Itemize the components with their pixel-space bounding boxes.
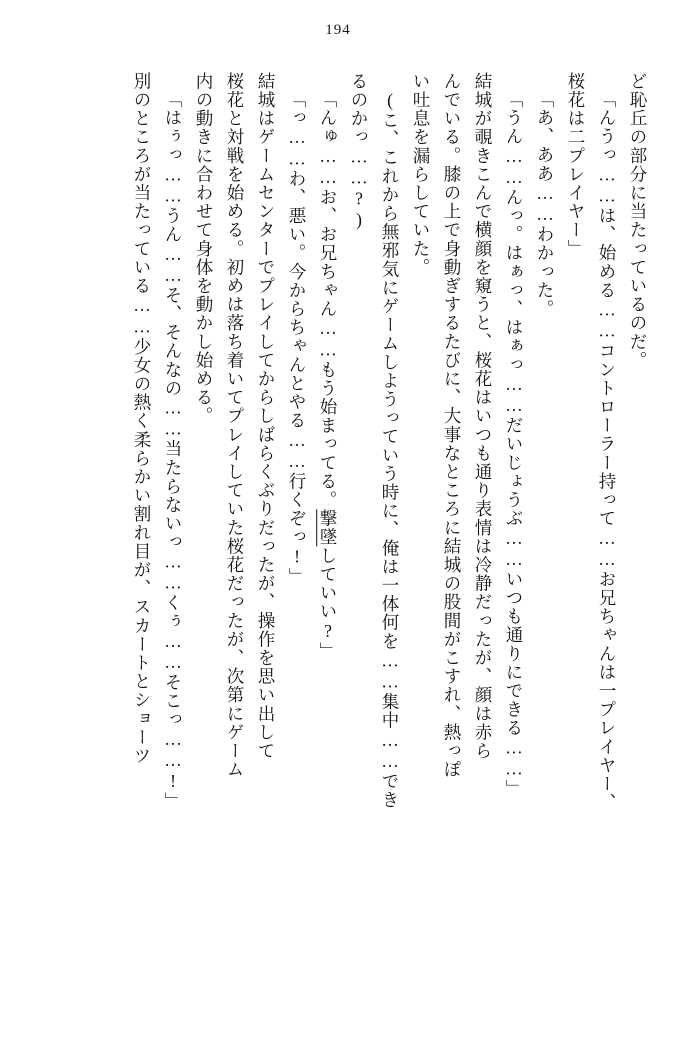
text-line-with-underline: 「んゅ……お、お兄ちゃん……もう始まってる。撃墜していい?」 [318,90,338,661]
text-line: 内の動きに合わせて身体を動かし始める。 [194,72,214,426]
text-line: ど恥丘の部分に当たっているのだ。 [628,72,648,370]
text-line: 別のところが当たっている……少女の熱く柔らかい割れ目が、スカートとショーツ [132,72,152,766]
text-line: 「うん……んっ。はぁっ、はぁっ……だいじょうぶ……いつも通りにできる……」 [504,90,524,799]
page-number: 194 [325,22,351,38]
text-line: 「んうっ……は、始める……コントローラー持って……お兄ちゃんは一プレイヤー、 [597,90,617,812]
text-line: んでいる。膝の上で身動ぎするたびに、大事なところに結城の股間がこすれ、熱っぽ [442,72,462,779]
text-line: るのかっ……?) [349,72,369,231]
text-line: 桜花と対戦を始める。初めは落ち着いてプレイしていた桜花だったが、次第にゲーム [225,72,245,779]
text-line: 結城はゲームセンターでプレイしてからしばらくぶりだったが、操作を思い出して [256,72,276,761]
text-line: 「はぅっ……うん……そ、そんなの……当たらないっ……くぅ……そこっ……!」 [163,90,183,811]
text-line: 結城が覗きこんで横顔を窺うと、桜花はいつも通り表情は冷静だったが、顔は赤ら [473,72,493,761]
body-text-block [34,72,646,992]
text-line: (こ、これから無邪気にゲームしようっていう時に、俺は一体何を……集中……でき [380,90,400,810]
text-line: 「あ、ああ……わかった。 [535,90,555,319]
text-line: い吐息を漏らしていた。 [411,72,431,277]
text-line: 「っ……わ、悪い。今からちゃんとやる……行くぞっ!」 [287,90,307,587]
text-line: 桜花は二プレイヤー」 [566,72,586,258]
